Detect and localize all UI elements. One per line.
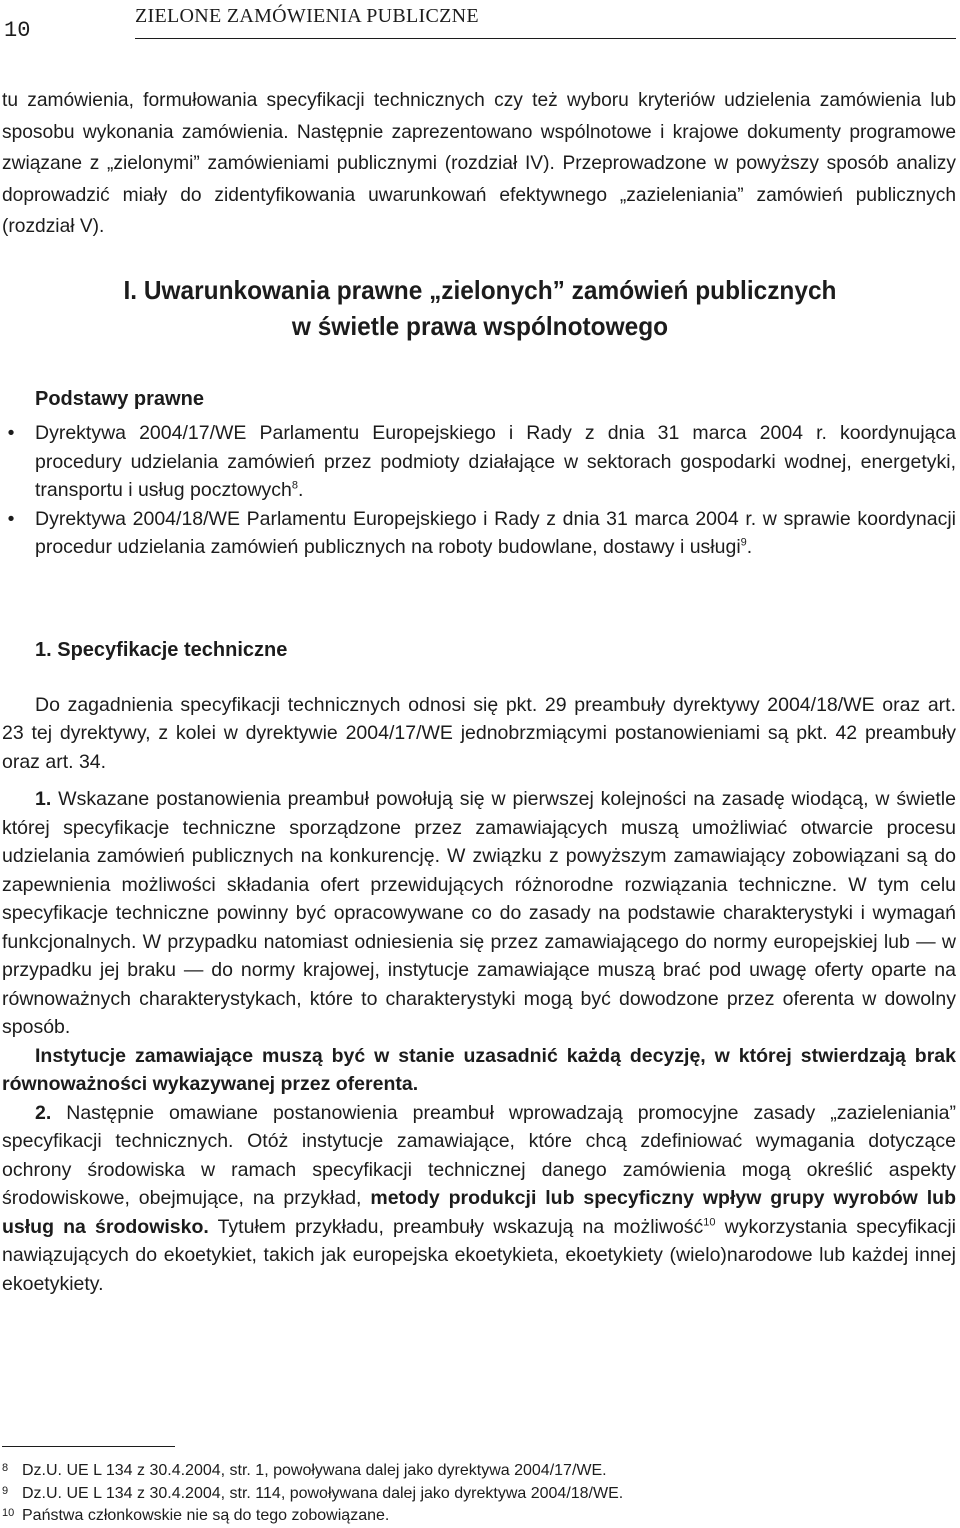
specs-heading: 1. Specyfikacje techniczne [35,639,288,661]
specs-paragraph-1 [2,785,956,1042]
specs-intro-paragraph: Do zagadnienia specyfikacji technicznych odnosi się pkt. 29 preambuły dyrektywy 2004/18/WE oraz art. 23 tej dyrektywy, z kolei w dyrektywie 2004/17/WE jednobrzmiącymi postanowieniami są pkt. 42 preambuły oraz art. 34. [2,693,956,773]
footnote-number: 9 [2,1484,9,1497]
footnotes [2,1460,956,1528]
directive-text: Dyrektywa 2004/17/WE Parlamentu Europejskiego i Rady z dnia 31 marca 2004 r. koordynująca procedury udzielania zamówień przez podmioty działające w sektorach gospodarki wodnej, energetyki, transportu i usług pocztowych [35,422,956,501]
paragraph-text: Następnie omawiane postanowienia preambuł wprowadzają promocyjne zasady „zazieleniania” specyfikacji technicznych. Otóż instytucje zamawiające, które chcą zdefiniować wymagania dotyczące ochrony środowiska w ramach specyfikacji technicznej danego zamówienia mogą określić aspekty środowiskowe, obejmujące, na przykład, [2,1101,956,1209]
footnote-number: 8 [2,1462,9,1474]
specs-body [2,785,956,1298]
header-rule [135,38,956,39]
footnote-text: Dz.U. UE L 134 z 30.4.2004, str. 1, powoływana dalej jako dyrektywa 2004/17/WE. [22,1462,607,1479]
intro-paragraph: tu zamówienia, formułowania specyfikacji technicznych czy też wyboru kryteriów udzielenia zamówienia lub sposobu wykonania zamówienia. Następnie zaprezentowano wspólnotowe i krajowe dokumenty programowe związane z „zielonymi” zamówieniami publicznymi (rozdział IV). Przeprowadzone w powyższy sposób analizy doprowadzić miały do zidentyfikowania uwarunkowań efektywnego „zazieleniania” zamówień publicznych (rozdział V). [2,90,956,238]
paragraph-text: Tytułem przykładu, preambuły wskazują na możliwość [208,1215,704,1238]
paragraph-number: 2. [35,1101,52,1124]
running-title: ZIELONE ZAMÓWIENIA PUBLICZNE [135,5,479,27]
section-heading [29,272,931,344]
specs-paragraph-2 [2,1099,956,1299]
emphasis-text: metody produkcji lub specyficzny wpływ grupy wyrobów lub usług na środowisko. [2,1187,956,1238]
emphasis-text: Instytucje zamawiające muszą być w stanie uzasadnić każdą decyzję, w której stwierdzają brak równoważności wykazywanej przez oferenta. [2,1044,956,1095]
bullet-icon: • [7,507,15,530]
footnote-rule [2,1446,175,1447]
footnote-ref[interactable]: 8 [291,479,299,492]
footnote [2,1505,956,1528]
directive-text: Dyrektywa 2004/18/WE Parlamentu Europejskiego i Rady z dnia 31 marca 2004 r. w sprawie koordynacji procedur udzielania zamówień publicznych na roboty budowlane, dostawy i usługi [35,507,956,558]
paragraph-number: 1. [35,788,52,810]
specs-paragraph-bold [2,1042,956,1099]
directive-end: . [298,479,304,501]
footnote-text: Dz.U. UE L 134 z 30.4.2004, str. 114, powoływana dalej jako dyrektywa 2004/18/WE. [22,1484,624,1502]
section-heading-line-1: I. Uwarunkowania prawne „zielonych” zamówień publicznych [123,275,837,305]
paragraph-text: Wskazane postanowienia preambuł powołują się w pierwszej kolejności na zasadę wiodącą, w świetle której specyfikacje techniczne sporządzone przez zamawiających muszą umożliwiać otwarcie procesu udzielania zamówień publicznych na konkurencję. W związku z powyższym zamawiający zobowiązani są do zapewnienia możliwości składania ofert przewidujących różnorodne rozwiązania techniczne. W tym celu specyfikacje techniczne powinny być opracowywane co do zasady na podstawie charakterystyki i wymagań funkcjonalnych. W przypadku natomiast odniesienia się przez zamawiającego do normy europejskiej lub — w przypadku jej braku — do normy krajowej, instytucje zamawiające muszą brać pod uwagę oferty oparte na równoważnych charakterystykach, które to charakterystyki mogą być dowodzone przez oferenta w dowolny sposób. [2,788,956,1038]
directive-item [7,419,956,505]
section-heading-line-2: w świetle prawa wspólnotowego [291,311,669,341]
page-number: 10 [4,18,31,43]
footnote-ref[interactable]: 9 [740,536,747,549]
directive-end: . [746,536,753,558]
bullet-icon: • [7,422,15,444]
footnote-number: 10 [2,1507,15,1519]
footnote [2,1460,956,1483]
footnote-text: Państwa członkowskie nie są do tego zobowiązane. [22,1507,390,1524]
directive-item [7,505,956,562]
footnote-ref[interactable]: 10 [703,1216,716,1228]
paragraph-text: wykorzystania specyfikacji nawiązujących do ekoetykiet, takich jak europejska ekoetykieta, ekoetykiety (wielo)narodowe lub każdej innej ekoetykiety. [2,1215,956,1295]
footnote [2,1483,956,1506]
page-header [0,0,960,46]
legal-basis-heading: Podstawy prawne [35,388,204,410]
directive-list [7,419,956,562]
